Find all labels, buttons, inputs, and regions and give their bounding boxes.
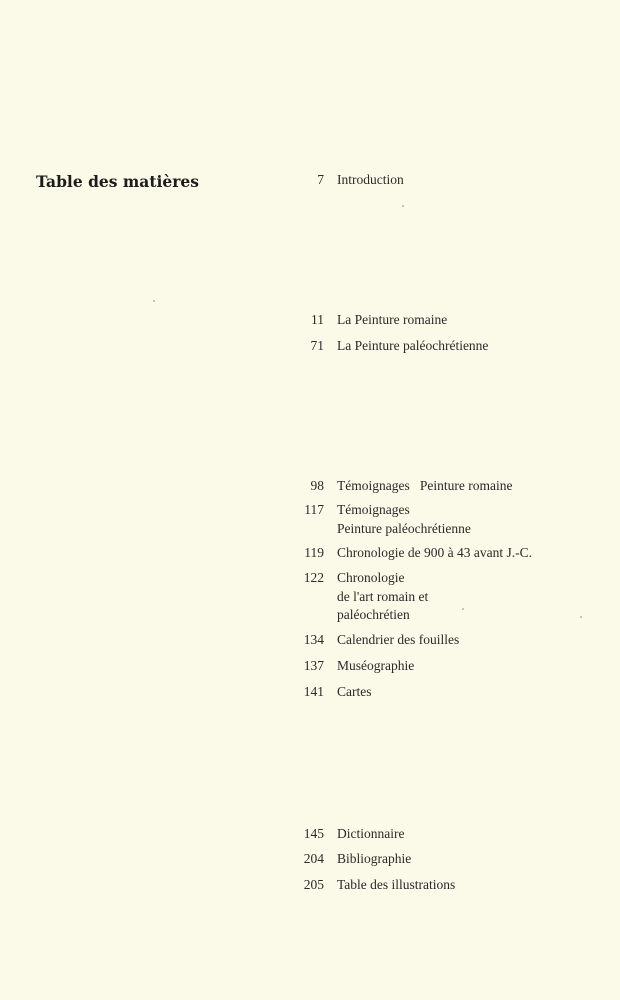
toc-page-number: 117 [304,502,324,517]
toc-entry [290,477,607,496]
toc-entry-title: La Peinture paléochrétienne [337,338,489,353]
toc-page-number: 98 [310,478,324,493]
toc-entry [290,569,607,625]
toc-entry-title: Calendrier des fouilles [337,632,460,647]
toc-page-number: 141 [303,684,324,699]
toc-entry [290,171,607,190]
toc-entry-title: Cartes [337,684,372,699]
toc-entry [290,683,607,702]
toc-entry [290,631,607,650]
toc-page-number: 122 [303,570,324,585]
paper-speck [402,205,404,207]
paper-speck [153,300,155,302]
toc-page-number: 204 [303,851,324,866]
toc-entry [290,337,607,356]
toc-entry-title: Introduction [337,172,404,187]
toc-entry [290,657,607,676]
toc-entry-title: Témoignages Peinture paléochrétienne [337,502,471,536]
paper-speck [580,616,582,618]
toc-entry-title: Témoignages Peinture romaine [337,478,513,493]
toc-entry-title: Chronologie de l'art romain et paléochrétien [337,570,429,622]
paper-speck [462,608,464,610]
toc-page-number: 134 [303,632,324,647]
toc-page-number: 119 [304,545,324,560]
toc-page-number: 71 [310,338,324,353]
toc-heading: Table des matières [36,172,200,191]
toc-page-number: 11 [311,312,324,327]
toc-entry [290,501,607,538]
toc-entry-title: Bibliographie [337,851,412,866]
toc-entry-title: Table des illustrations [337,877,456,892]
toc-entry-title: La Peinture romaine [337,312,448,327]
toc-page-number: 145 [303,826,324,841]
toc-page-number: 137 [303,658,324,673]
toc-entry-title: Dictionnaire [337,826,405,841]
toc-entry-title: Muséographie [337,658,415,673]
toc-page-number: 7 [317,172,324,187]
toc-entry [290,825,607,844]
toc-entry [290,544,607,563]
toc-page-number: 205 [303,877,324,892]
toc-entry [290,876,607,895]
toc-entry [290,311,607,330]
toc-entry [290,850,607,869]
toc-entry-title: Chronologie de 900 à 43 avant J.-C. [337,545,532,560]
